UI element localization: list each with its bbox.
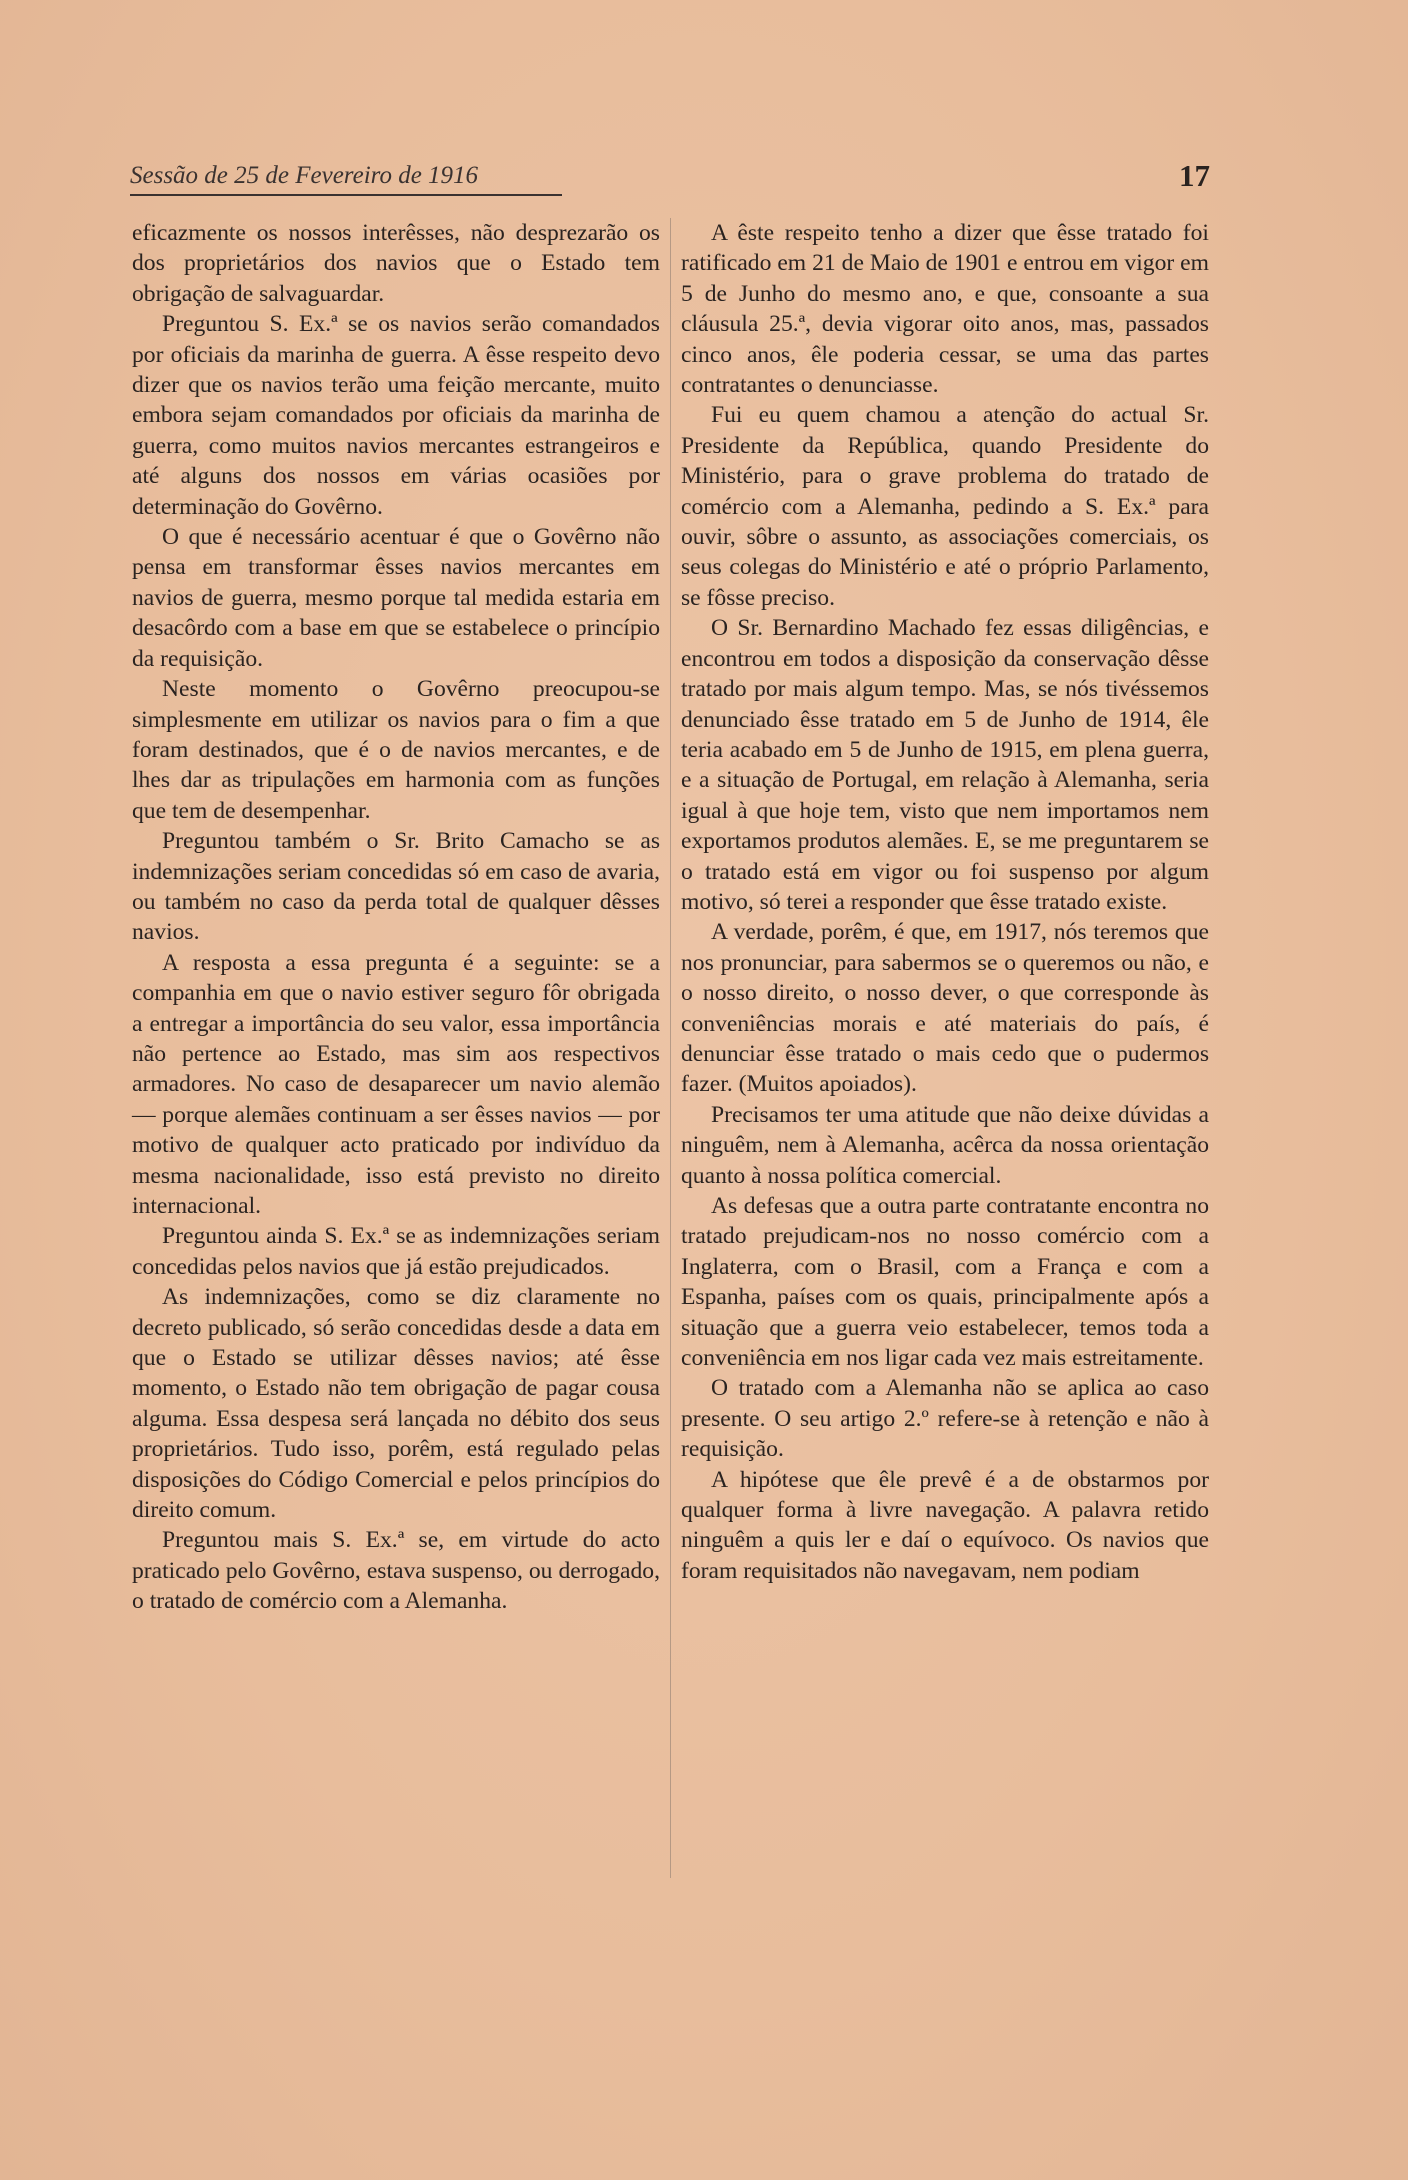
page-header xyxy=(130,158,1210,198)
page-number: 17 xyxy=(1179,158,1210,193)
paragraph: Preguntou também o Sr. Brito Camacho se as indemnizações seriam concedidas só em caso de avaria, ou também no caso da perda total de qualquer dêsses navios. xyxy=(132,828,660,946)
paragraph: A verdade, porêm, é que, em 1917, nós teremos que nos pronunciar, para sabermos se o queremos ou não, e o nosso direito, o nosso dever, o que corresponde às conveniências morais e até materiais do país, é denunciar êsse tratado o mais cedo que o pudermos fazer. (Muitos apoiados). xyxy=(681,919,1209,1098)
paragraph: Fui eu quem chamou a atenção do actual Sr. Presidente da República, quando Presidente do Ministério, para o grave problema do tratado de comércio com a Alemanha, pedindo a S. Ex.ª para ouvir, sôbre o assunto, as associações comerciais, os seus colegas do Ministério e até o próprio Parlamento, se fôsse preciso. xyxy=(681,402,1209,611)
paragraph: O tratado com a Alemanha não se aplica ao caso presente. O seu artigo 2.º refere-se à retenção e não à requisição. xyxy=(681,1375,1209,1463)
right-column xyxy=(681,218,1209,1586)
paragraph: O que é necessário acentuar é que o Govêrno não pensa em transformar êsses navios mercantes em navios de guerra, mesmo porque tal medida estaria em desacôrdo com a base em que se estabelece o princípio da requisição. xyxy=(132,524,660,672)
session-title: Sessão de 25 de Fevereiro de 1916 xyxy=(130,162,479,189)
paragraph: A êste respeito tenho a dizer que êsse tratado foi ratificado em 21 de Maio de 1901 e entrou em vigor em 5 de Junho do mesmo ano, e que, consoante a sua cláusula 25.ª, devia vigorar oito anos, mas, passados cinco anos, êle poderia cessar, se uma das partes contratantes o denunciasse. xyxy=(681,220,1209,399)
header-rule xyxy=(130,194,562,196)
paragraph: Precisamos ter uma atitude que não deixe dúvidas a ninguêm, nem à Alemanha, acêrca da nossa orientação quanto à nossa política comercial. xyxy=(681,1101,1209,1189)
paragraph: A resposta a essa pregunta é a seguinte: se a companhia em que o navio estiver seguro fôr obrigada a entregar a importância do seu valor, essa importância não pertence ao Estado, mas sim aos respectivos armadores. No caso de desaparecer um navio alemão — porque alemães continuam a ser êsses navios — por motivo de qualquer acto praticado por indivíduo da mesma nacionalidade, isso está previsto no direito internacional. xyxy=(132,949,660,1219)
paragraph: As indemnizações, como se diz claramente no decreto publicado, só serão concedidas desde a data em que o Estado se utilizar dêsses navios; até êsse momento, o Estado não tem obrigação de pagar cousa alguma. Essa despesa será lançada no débito dos seus proprietários. Tudo isso, porêm, está regulado pelas disposições do Código Comercial e pelos princípios do direito comum. xyxy=(132,1284,660,1524)
paragraph: Preguntou S. Ex.ª se os navios serão comandados por oficiais da marinha de guerra. A êsse respeito devo dizer que os navios terão uma feição mercante, muito embora sejam comandados por oficiais da marinha de guerra, como muitos navios mercantes estrangeiros e até alguns dos nossos em várias ocasiões por determinação do Govêrno. xyxy=(132,311,660,520)
paragraph: As defesas que a outra parte contratante encontra no tratado prejudicam-nos no nosso comércio com a Inglaterra, com o Brasil, com a França e com a Espanha, países com os quais, principalmente após a situação que a guerra veio estabelecer, temos toda a conveniência em nos ligar cada vez mais estreitamente. xyxy=(681,1193,1209,1372)
paragraph: A hipótese que êle prevê é a de obstarmos por qualquer forma à livre navegação. A palavra retido ninguêm a quis ler e daí o equívoco. Os navios que foram requisitados não navegavam, nem podiam xyxy=(681,1466,1209,1584)
paragraph: O Sr. Bernardino Machado fez essas diligências, e encontrou em todos a disposição da conservação dêsse tratado por mais algum tempo. Mas, se nós tivéssemos denunciado êsse tratado em 5 de Junho de 1914, êle teria acabado em 5 de Junho de 1915, em plena guerra, e a situação de Portugal, em relação à Alemanha, seria igual à que hoje tem, visto que nem importamos nem exportamos produtos alemães. E, se me preguntarem se o tratado está em vigor ou foi suspenso por algum motivo, só terei a responder que êsse tratado existe. xyxy=(681,615,1209,915)
paragraph: Neste momento o Govêrno preocupou-se simplesmente em utilizar os navios para o fim a que foram destinados, que é o de navios mercantes, e de lhes dar as tripulações em harmonia com as funções que tem de desempenhar. xyxy=(132,676,660,824)
paragraph: Preguntou mais S. Ex.ª se, em virtude do acto praticado pelo Govêrno, estava suspenso, ou derrogado, o tratado de comércio com a Alemanha. xyxy=(132,1527,660,1615)
paragraph: Preguntou ainda S. Ex.ª se as indemnizações seriam concedidas pelos navios que já estão prejudicados. xyxy=(132,1223,660,1280)
left-column xyxy=(132,218,660,1617)
paragraph: eficazmente os nossos interêsses, não desprezarão os dos proprietários dos navios que o Estado tem obrigação de salvaguardar. xyxy=(132,220,660,307)
column-divider xyxy=(670,218,671,1878)
